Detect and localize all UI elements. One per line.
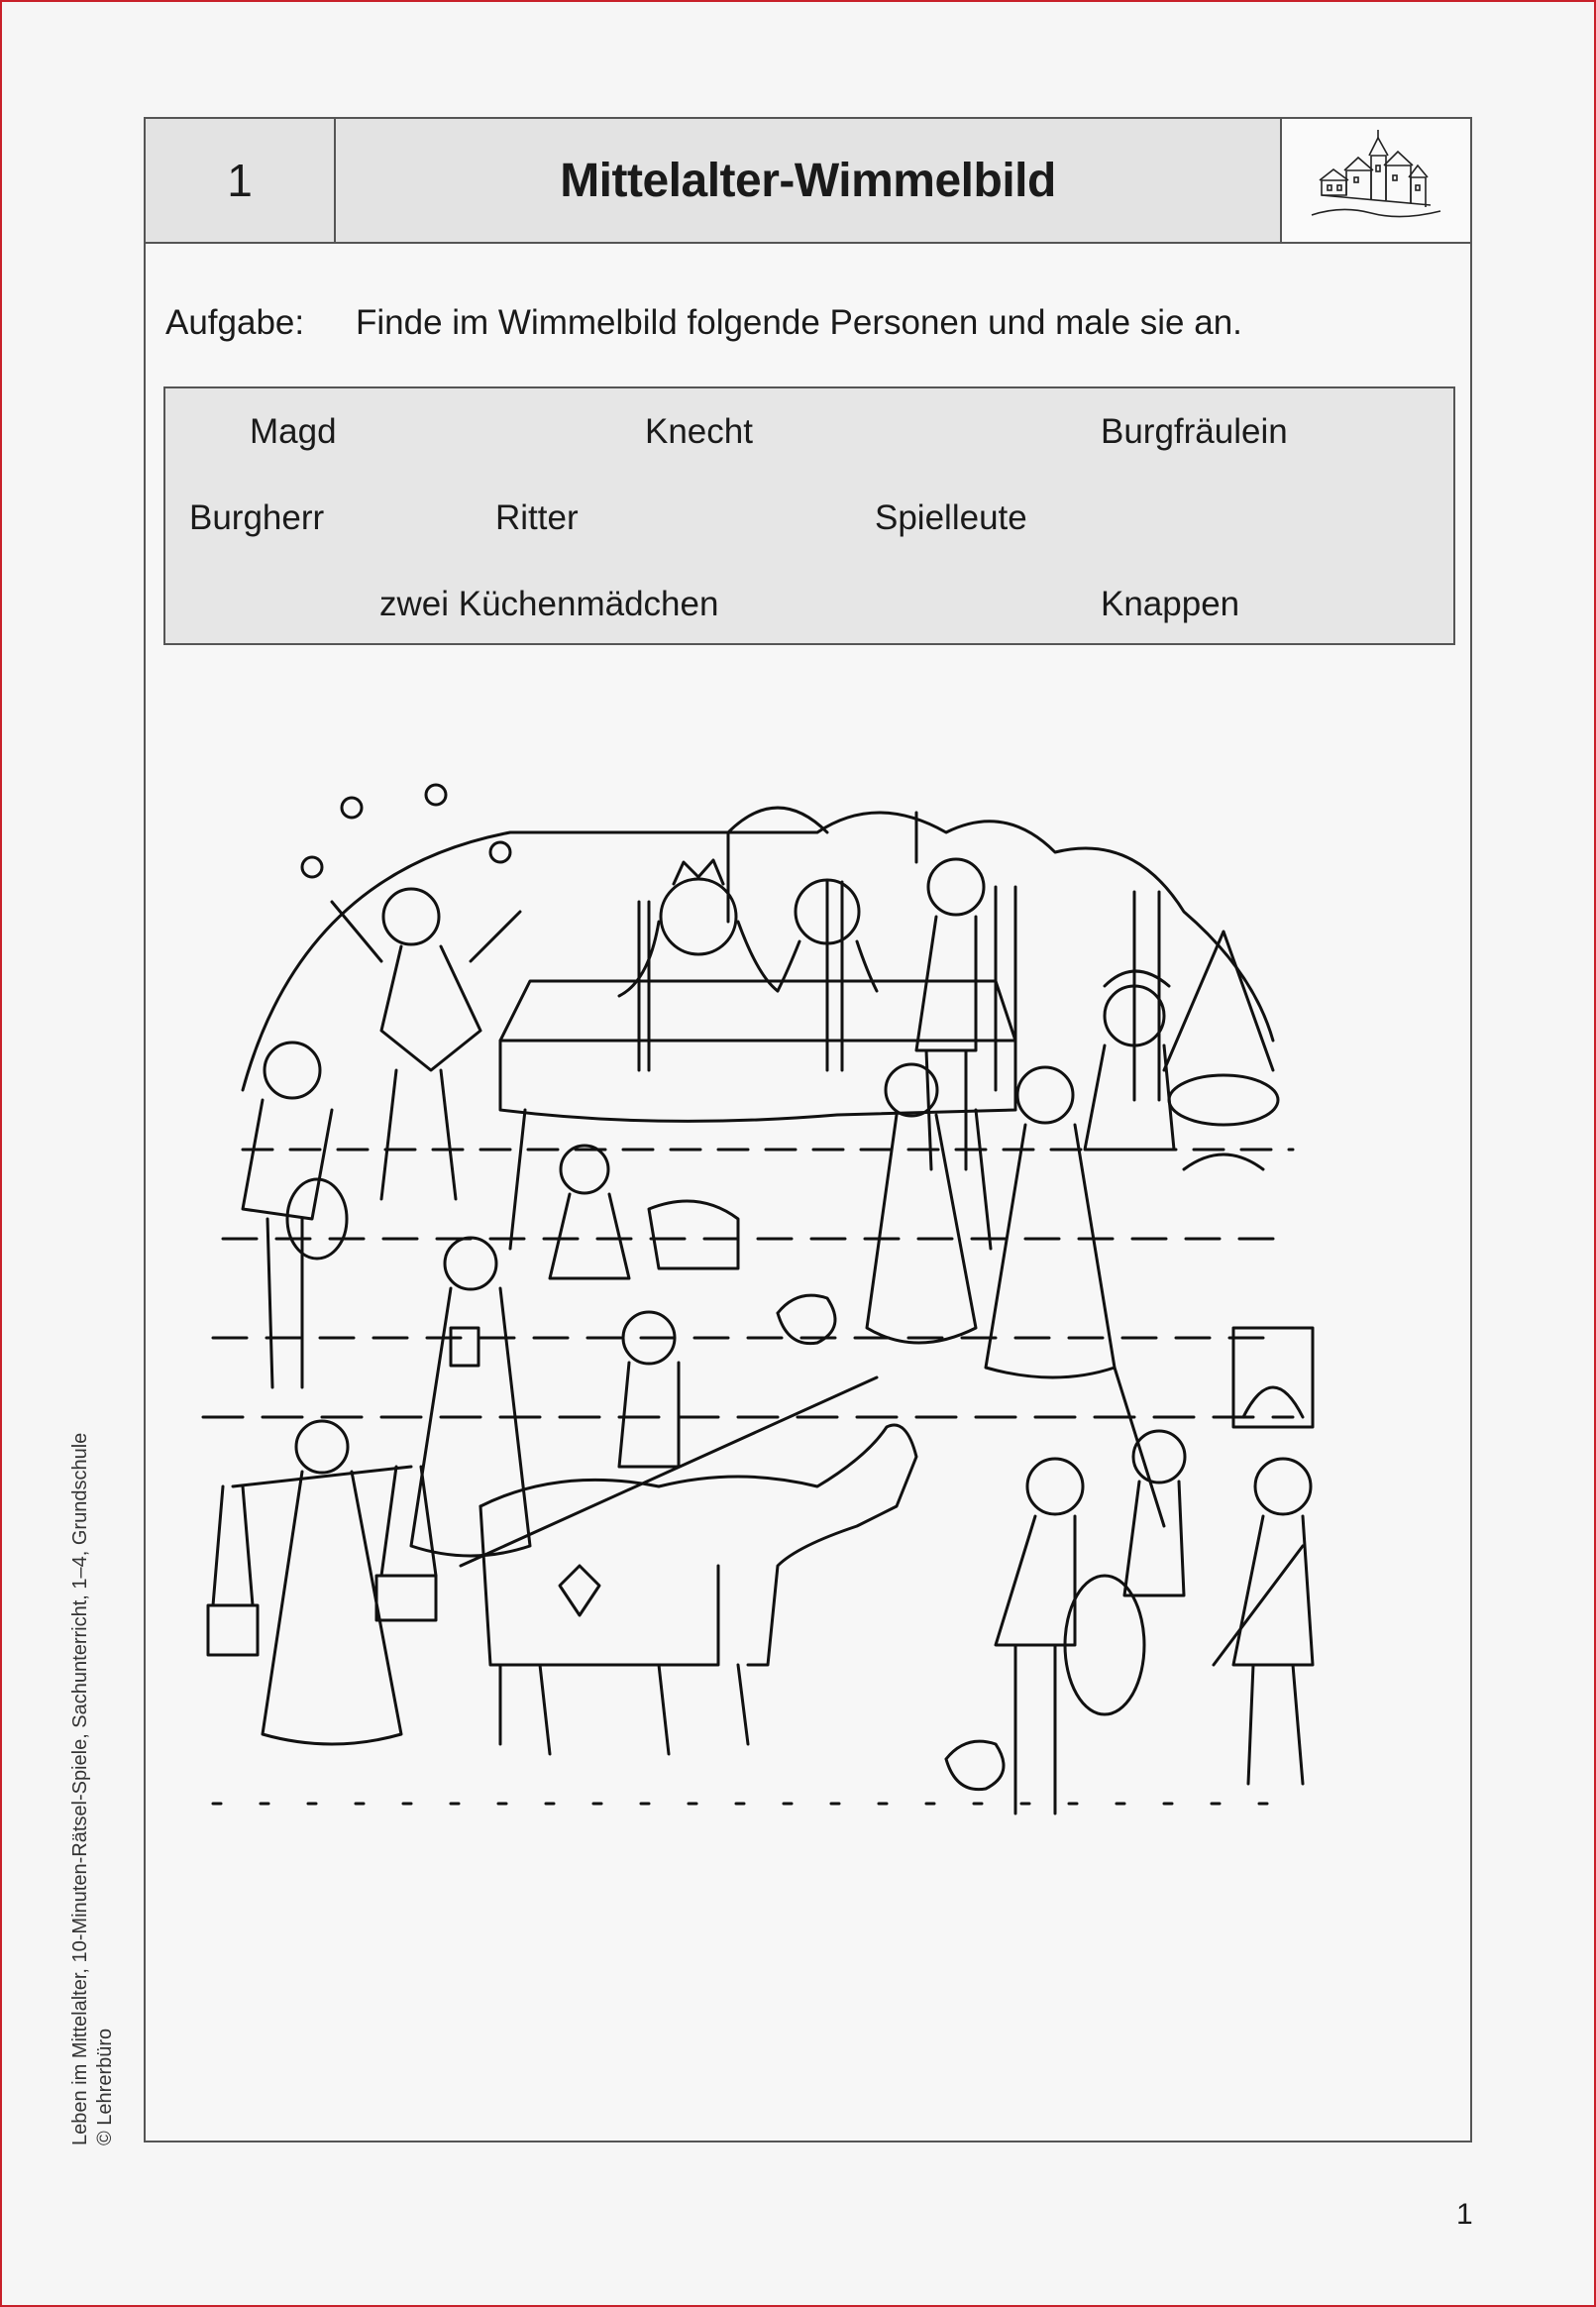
medieval-scene-illustration bbox=[183, 773, 1422, 1967]
worksheet-frame bbox=[144, 117, 1472, 2142]
word-item: Knecht bbox=[645, 412, 753, 451]
task-instruction bbox=[165, 303, 1242, 343]
word-item: Spielleute bbox=[875, 498, 1027, 537]
worksheet-header bbox=[146, 119, 1470, 244]
castle-icon bbox=[1280, 119, 1470, 242]
task-label: Aufgabe: bbox=[165, 303, 305, 342]
word-item: zwei Küchenmädchen bbox=[379, 585, 719, 623]
word-item: Burgherr bbox=[189, 498, 325, 537]
word-item: Ritter bbox=[495, 498, 579, 537]
worksheet-title: Mittelalter-Wimmelbild bbox=[560, 154, 1056, 207]
word-item: Knappen bbox=[1101, 585, 1240, 623]
word-list-box bbox=[163, 386, 1455, 645]
task-text: Finde im Wimmelbild folgende Personen und male sie an. bbox=[356, 303, 1242, 342]
copyright-line: © Lehrerbüro bbox=[94, 2028, 116, 2145]
worksheet-number: 1 bbox=[146, 119, 336, 242]
word-item: Magd bbox=[250, 412, 337, 451]
word-item: Burgfräulein bbox=[1101, 412, 1288, 451]
page-number: 1 bbox=[1456, 2198, 1473, 2231]
credit-footer bbox=[68, 1433, 118, 2145]
credit-line: Leben im Mittelalter, 10-Minuten-Rätsel-Spiele, Sachunterricht, 1–4, Grundschule bbox=[69, 1432, 91, 2145]
